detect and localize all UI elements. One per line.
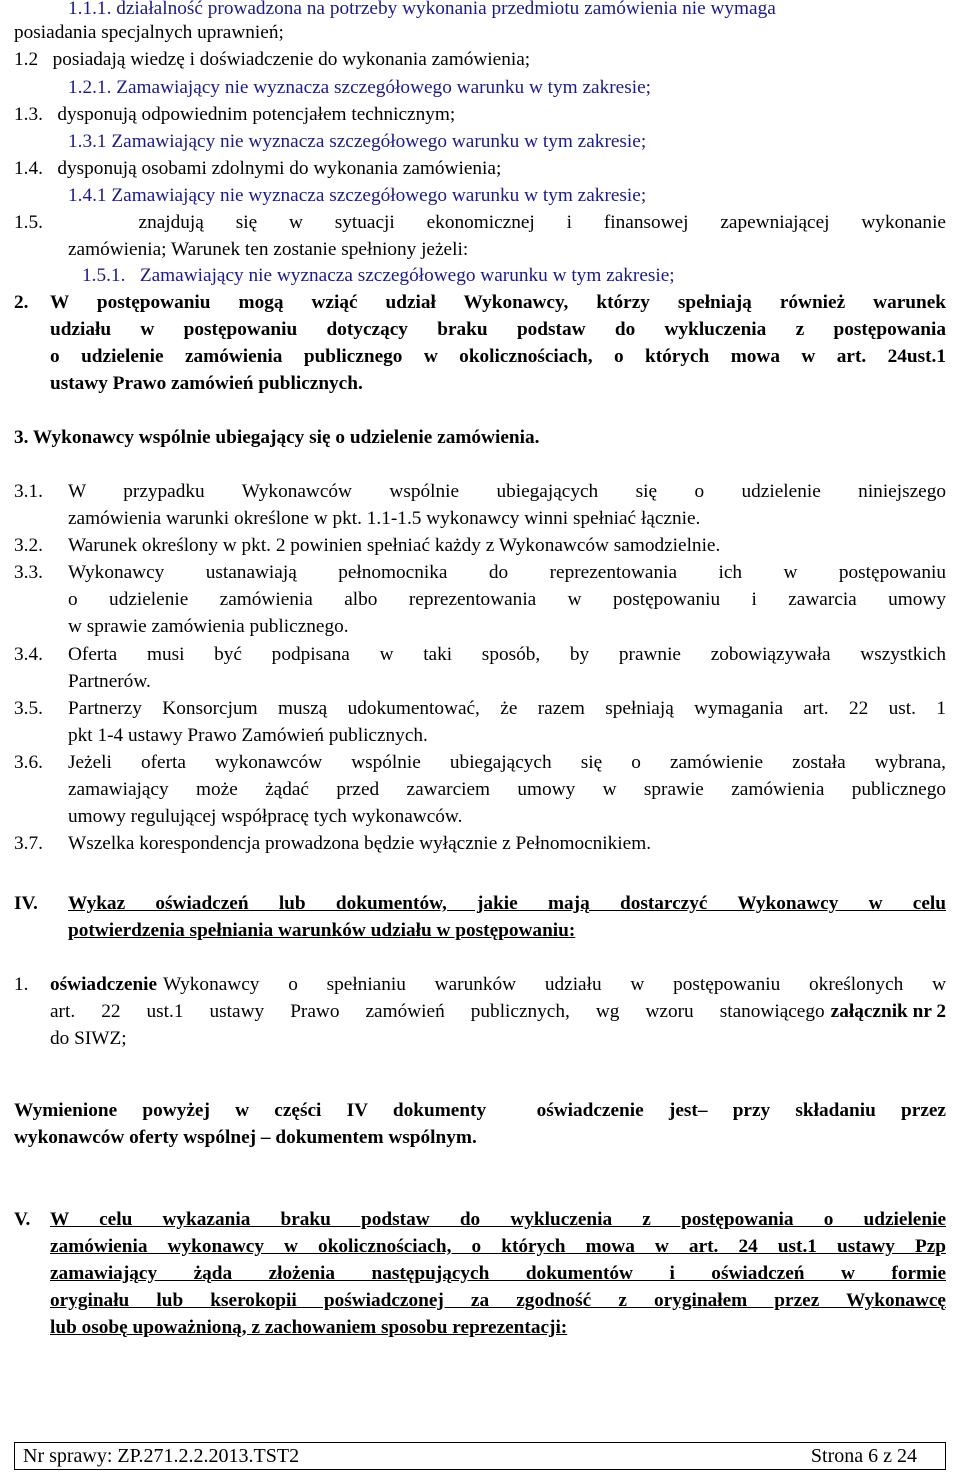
item-3-1-line-1: W przypadku Wykonawców wspólnie ubiegających się o udzielenie niniejszego bbox=[68, 481, 946, 502]
item-3-6-number: 3.6. bbox=[14, 752, 43, 773]
item-1-3-1: 1.3.1 Zamawiający nie wyznacza szczegółowego warunku w tym zakresie; bbox=[68, 131, 647, 152]
item-1-4: 1.4. dysponują osobami zdolnymi do wykonania zamówienia; bbox=[14, 158, 502, 179]
item-3-3-line-1: Wykonawcy ustanawiają pełnomocnika do reprezentowania ich w postępowaniu bbox=[68, 562, 946, 583]
item-3-4-line-2: Partnerów. bbox=[68, 671, 151, 692]
item-3-1-line-2: zamówienia warunki określone w pkt. 1.1-1.5 wykonawcy winni spełniać łącznie. bbox=[68, 508, 701, 529]
item-2-line-3: o udzielenie zamówienia publicznego w okolicznościach, o których mowa w art. 24ust.1 bbox=[50, 346, 946, 367]
item-iv-1-line-2-text: art. 22 ust.1 ustawy Prawo zamówień publicznych, wg wzoru stanowiącego bbox=[50, 1001, 825, 1022]
section-iv-heading-line-1: Wykaz oświadczeń lub dokumentów, jakie mają dostarczyć Wykonawcy w celu bbox=[68, 893, 946, 914]
item-1-5-1: 1.5.1. Zamawiający nie wyznacza szczegółowego warunku w tym zakresie; bbox=[82, 265, 675, 286]
item-iv-1-line-1 bbox=[50, 971, 946, 998]
page-footer bbox=[14, 1442, 946, 1470]
section-iv-heading-line-2: potwierdzenia spełniania warunków udziału w postępowaniu: bbox=[68, 920, 576, 941]
section-v-heading-line-3: zamawiający żąda złożenia następujących dokumentów i oświadczeń w formie bbox=[50, 1263, 946, 1284]
item-3-6-line-3: umowy regulującej współpracę tych wykonawców. bbox=[68, 806, 463, 827]
item-1-2: 1.2 posiadają wiedzę i doświadczenie do wykonania zamówienia; bbox=[14, 49, 531, 70]
item-3-5-line-2: pkt 1-4 ustawy Prawo Zamówień publicznych. bbox=[68, 725, 428, 746]
item-3-6-line-1: Jeżeli oferta wykonawców wspólnie ubiegających się o zamówienie została wybrana, bbox=[68, 752, 946, 773]
item-1-1-1-cont: posiadania specjalnych uprawnień; bbox=[14, 22, 284, 43]
section-iv-note-line-1: Wymienione powyżej w części IV dokumenty oświadczenie jest– przy składaniu przez bbox=[14, 1100, 946, 1121]
item-2-line-4: ustawy Prawo zamówień publicznych. bbox=[50, 373, 363, 394]
item-3-7-line-1: Wszelka korespondencja prowadzona będzie wyłącznie z Pełnomocnikiem. bbox=[68, 833, 652, 854]
item-iv-1-line-3: do SIWZ; bbox=[50, 1028, 127, 1049]
section-v-heading-line-2: zamówienia wykonawcy w okolicznościach, o których mowa w art. 24 ust.1 ustawy Pzp bbox=[50, 1236, 946, 1257]
item-1-4-1: 1.4.1 Zamawiający nie wyznacza szczegółowego warunku w tym zakresie; bbox=[68, 185, 647, 206]
item-3-2-number: 3.2. bbox=[14, 535, 43, 556]
item-1-5-cont: zamówienia; Warunek ten zostanie spełniony jeżeli: bbox=[68, 239, 469, 260]
case-number: Nr sprawy: ZP.271.2.2.2013.TST2 bbox=[23, 1445, 300, 1467]
item-1-2-1: 1.2.1. Zamawiający nie wyznacza szczegółowego warunku w tym zakresie; bbox=[68, 77, 652, 98]
section-v-heading-line-5: lub osobę upoważnioną, z zachowaniem sposobu reprezentacji: bbox=[50, 1317, 568, 1338]
item-3-5-number: 3.5. bbox=[14, 698, 43, 719]
item-2-line-2: udziału w postępowaniu dotyczący braku podstaw do wykluczenia z postępowania bbox=[50, 319, 946, 340]
section-v-number: V. bbox=[14, 1209, 31, 1230]
item-3-2-line-1: Warunek określony w pkt. 2 powinien spełniać każdy z Wykonawców samodzielnie. bbox=[68, 535, 721, 556]
item-3-3-number: 3.3. bbox=[14, 562, 43, 583]
item-3-4-line-1: Oferta musi być podpisana w taki sposób, by prawnie zobowiązywała wszystkich bbox=[68, 644, 946, 665]
item-2-number: 2. bbox=[14, 292, 29, 313]
item-3-7-number: 3.7. bbox=[14, 833, 43, 854]
section-v-heading-line-4: oryginału lub kserokopii poświadczonej za zgodność z oryginałem przez Wykonawcę bbox=[50, 1290, 946, 1311]
page-number: Strona 6 z 24 bbox=[810, 1445, 917, 1467]
item-3-3-line-3: w sprawie zamówienia publicznego. bbox=[68, 616, 349, 637]
section-iv-note-line-2: wykonawców oferty wspólnej – dokumentem wspólnym. bbox=[14, 1127, 477, 1148]
item-3-6-line-2: zamawiający może żądać przed zawarciem umowy w sprawie zamówienia publicznego bbox=[68, 779, 946, 800]
item-iv-1-line-1-text: Wykonawcy o spełnianiu warunków udziału w postępowaniu określonych w bbox=[163, 974, 946, 995]
item-3-1-number: 3.1. bbox=[14, 481, 43, 502]
item-iv-1-number: 1. bbox=[14, 974, 29, 995]
section-3-heading: 3. Wykonawcy wspólnie ubiegający się o udzielenie zamówienia. bbox=[14, 427, 540, 448]
attachment-reference: załącznik nr 2 bbox=[830, 1001, 946, 1022]
item-2-line-1: W postępowaniu mogą wziąć udział Wykonawcy, którzy spełniają również warunek bbox=[50, 292, 946, 313]
item-1-5: 1.5. znajdują się w sytuacji ekonomicznej i finansowej zapewniającej wykonanie bbox=[14, 212, 946, 233]
item-1-1-1: 1.1.1. działalność prowadzona na potrzeby wykonania przedmiotu zamówienia nie wymaga bbox=[68, 0, 776, 19]
item-iv-1-line-2 bbox=[50, 998, 946, 1025]
item-3-5-line-1: Partnerzy Konsorcjum muszą udokumentować, że razem spełniają wymagania art. 22 ust. 1 bbox=[68, 698, 946, 719]
item-1-3: 1.3. dysponują odpowiednim potencjałem technicznym; bbox=[14, 104, 456, 125]
item-3-4-number: 3.4. bbox=[14, 644, 43, 665]
section-iv-number: IV. bbox=[14, 893, 38, 914]
item-3-3-line-2: o udzielenie zamówienia albo reprezentowania w postępowaniu i zawarcia umowy bbox=[68, 589, 946, 610]
section-v-heading-line-1: W celu wykazania braku podstaw do wykluczenia z postępowania o udzielenie bbox=[50, 1209, 946, 1230]
oswiadczenie-term: oświadczenie bbox=[50, 974, 158, 995]
